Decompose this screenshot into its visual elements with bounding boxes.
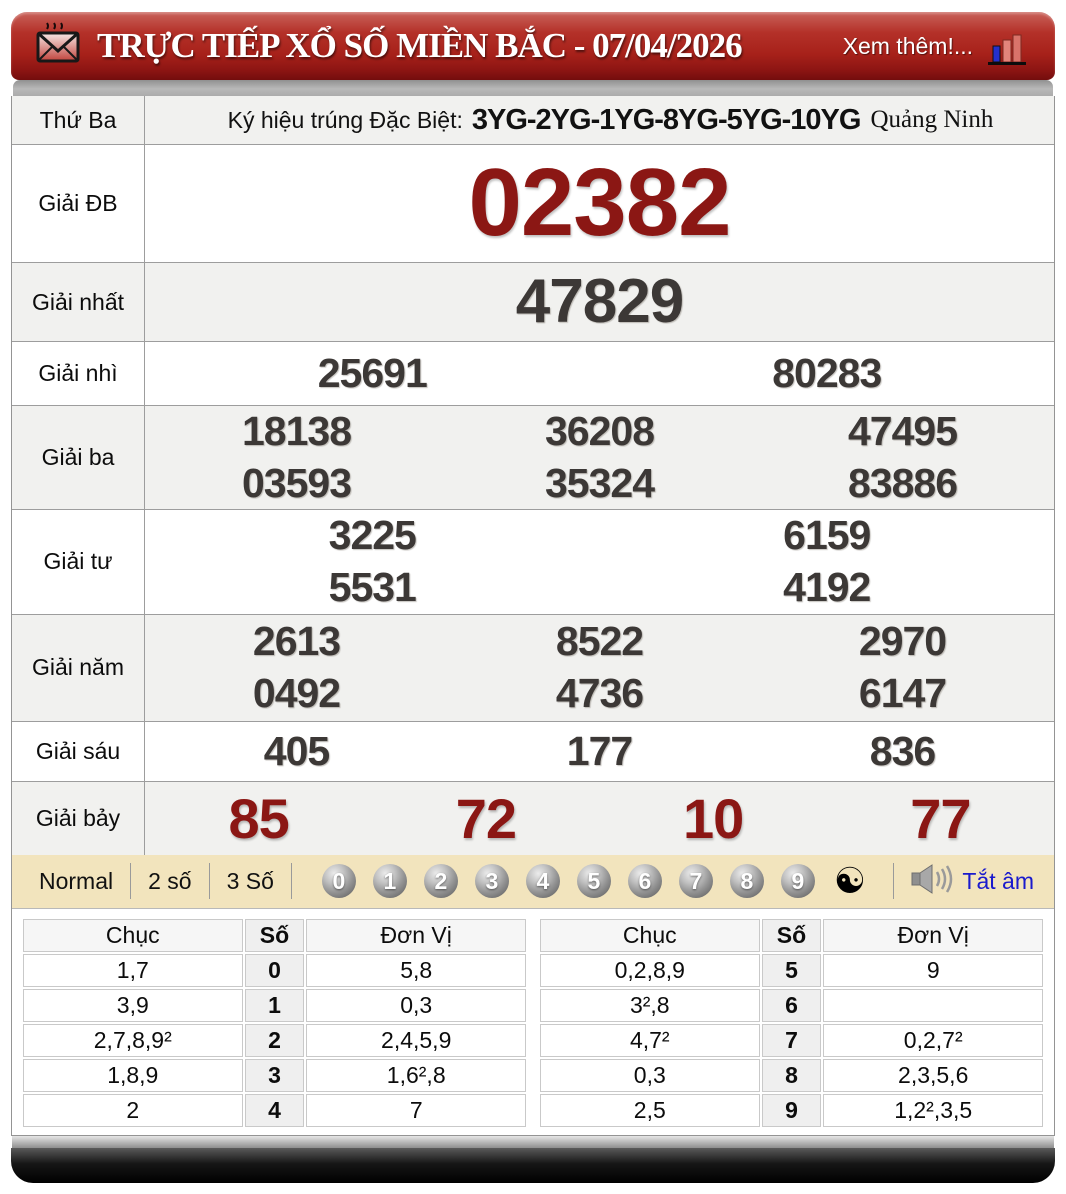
prize-number: 4736: [555, 669, 644, 716]
stat-cell-donvi: 5,8: [306, 954, 526, 987]
stat-cell-so: 3: [245, 1059, 305, 1092]
stat-cell-chuc: 2,5: [540, 1094, 760, 1127]
stats-row: [540, 954, 1043, 987]
prize-number-line: [145, 786, 1054, 851]
prize-number-line: [145, 458, 1054, 510]
prize-label-nhat: Giải nhất: [12, 263, 145, 341]
sign-row: [12, 96, 1054, 145]
stat-cell-so: 2: [245, 1024, 305, 1057]
stat-cell-so: 7: [762, 1024, 822, 1057]
number-ball-3[interactable]: 3: [475, 864, 509, 898]
province-name: Quảng Ninh: [870, 106, 994, 133]
prize-numbers-nam: [145, 615, 1054, 721]
footer-bar: [11, 1148, 1055, 1183]
prize-number: 25691: [317, 349, 427, 396]
prize-label-tu: Giải tư: [12, 510, 145, 613]
stat-cell-donvi: 7: [306, 1094, 526, 1127]
stats-row: [540, 989, 1043, 1022]
prize-numbers-db: [145, 145, 1054, 262]
prize-number: 2613: [252, 617, 341, 664]
prize-number: 47495: [847, 408, 957, 454]
prize-number-line: [145, 668, 1054, 720]
stat-header-chuc: Chục: [540, 919, 760, 952]
stats-header-row: [540, 919, 1043, 952]
prize-number: 177: [566, 727, 633, 774]
prize-number: 77: [910, 786, 971, 850]
prize-number: 18138: [241, 408, 351, 454]
stats-row: [23, 1024, 526, 1057]
stats-table-left: [21, 917, 528, 1129]
stats-section: [12, 909, 1054, 1135]
prize-label-bay: Giải bảy: [12, 782, 145, 855]
prize-number-line: [145, 728, 1054, 775]
stat-cell-so: 9: [762, 1094, 822, 1127]
number-ball-0[interactable]: 0: [322, 864, 356, 898]
stats-header-row: [23, 919, 526, 952]
prize-row-nam: [12, 615, 1054, 722]
prize-number: 405: [263, 727, 330, 774]
prize-label-ba: Giải ba: [12, 406, 145, 509]
prize-label-sau: Giải sáu: [12, 722, 145, 781]
prize-number: 36208: [544, 408, 654, 454]
prize-number-line: [145, 616, 1054, 668]
number-ball-5[interactable]: 5: [577, 864, 611, 898]
number-ball-2[interactable]: 2: [424, 864, 458, 898]
stat-cell-donvi: 2,3,5,6: [823, 1059, 1043, 1092]
number-ball-9[interactable]: 9: [781, 864, 815, 898]
stat-cell-donvi: 2,4,5,9: [306, 1024, 526, 1057]
prize-row-nhi: [12, 342, 1054, 406]
day-label: Thứ Ba: [12, 96, 145, 144]
prize-number-line: [145, 562, 1054, 614]
stat-cell-chuc: 2: [23, 1094, 243, 1127]
footer-shadow-strip: [12, 1136, 1054, 1148]
number-ball-4[interactable]: 4: [526, 864, 560, 898]
prize-row-bay: [12, 782, 1054, 855]
stat-header-donvi: Đơn Vị: [306, 919, 526, 952]
header-shadow-strip: [13, 80, 1053, 96]
prize-number: 2970: [858, 617, 947, 664]
prize-number: 03593: [241, 459, 351, 506]
prize-number: 10: [682, 786, 744, 850]
stats-row: [540, 1094, 1043, 1127]
mute-button[interactable]: Tắt âm: [962, 867, 1034, 894]
stat-cell-donvi: [823, 989, 1043, 1022]
prize-number: 0492: [252, 669, 341, 716]
prize-number-line: [145, 349, 1054, 398]
see-more-link[interactable]: Xem thêm!...: [842, 32, 973, 59]
prize-numbers-nhi: [145, 342, 1054, 405]
stat-cell-chuc: 1,7: [23, 954, 243, 987]
stat-cell-so: 5: [762, 954, 822, 987]
prize-number-line: [145, 267, 1054, 337]
page-title: TRỰC TIẾP XỔ SỐ MIỀN BẮC - 07/04/2026: [97, 26, 742, 65]
stat-cell-chuc: 0,3: [540, 1059, 760, 1092]
toolbar-divider: [893, 863, 894, 899]
prize-number: 83886: [847, 459, 957, 506]
prize-row-db: [12, 145, 1054, 263]
mode-button-normal[interactable]: Normal: [22, 863, 131, 899]
stats-row: [23, 1094, 526, 1127]
stats-row: [23, 989, 526, 1022]
stat-cell-donvi: 1,2²,3,5: [823, 1094, 1043, 1127]
mode-button-2-số[interactable]: 2 số: [131, 863, 209, 899]
header-bar: [11, 12, 1055, 80]
stat-cell-donvi: 1,6²,8: [306, 1059, 526, 1092]
number-balls: [322, 860, 868, 902]
prize-row-tu: [12, 510, 1054, 614]
prize-number: 6147: [858, 669, 947, 716]
prize-number-line: [145, 149, 1054, 257]
stat-cell-so: 4: [245, 1094, 305, 1127]
prize-number: 4192: [783, 563, 871, 610]
envelope-icon: [35, 21, 83, 72]
number-ball-8[interactable]: 8: [730, 864, 764, 898]
prize-row-sau: [12, 722, 1054, 782]
stat-cell-chuc: 0,2,8,9: [540, 954, 760, 987]
stat-cell-chuc: 2,7,8,9²: [23, 1024, 243, 1057]
prize-number-line: [145, 510, 1054, 562]
stat-header-so: Số: [762, 919, 822, 952]
number-ball-7[interactable]: 7: [679, 864, 713, 898]
stats-row: [540, 1024, 1043, 1057]
yinyang-icon[interactable]: ☯: [833, 860, 867, 902]
speaker-icon[interactable]: [910, 863, 954, 900]
prize-number: 02382: [468, 149, 731, 257]
prize-row-ba: [12, 406, 1054, 510]
prize-numbers-bay: [145, 782, 1054, 855]
sign-codes: 3YG-2YG-1YG-8YG-5YG-10YG: [471, 103, 861, 136]
prize-label-nam: Giải năm: [12, 615, 145, 721]
sign-content: [145, 96, 1054, 144]
stat-cell-so: 1: [245, 989, 305, 1022]
stat-cell-so: 6: [762, 989, 822, 1022]
prize-number-line: [145, 406, 1054, 458]
stat-cell-chuc: 1,8,9: [23, 1059, 243, 1092]
stat-cell-donvi: 0,3: [306, 989, 526, 1022]
prize-rows: [12, 145, 1054, 855]
prize-number: 836: [869, 727, 936, 774]
prize-label-nhi: Giải nhì: [12, 342, 145, 405]
stats-row: [23, 954, 526, 987]
stat-cell-chuc: 3,9: [23, 989, 243, 1022]
number-ball-1[interactable]: 1: [373, 864, 407, 898]
stat-cell-chuc: 3²,8: [540, 989, 760, 1022]
prize-number: 72: [455, 786, 517, 850]
mode-buttons: [22, 863, 292, 899]
stat-cell-chuc: 4,7²: [540, 1024, 760, 1057]
prize-number: 3225: [328, 512, 416, 559]
prize-number: 5531: [328, 563, 416, 610]
prize-number: 47829: [515, 267, 684, 337]
prize-row-nhat: [12, 263, 1054, 342]
prize-label-db: Giải ĐB: [12, 145, 145, 262]
prize-number: 80283: [772, 349, 882, 396]
stat-cell-so: 0: [245, 954, 305, 987]
stat-cell-donvi: 9: [823, 954, 1043, 987]
prize-number: 8522: [555, 617, 644, 664]
results-panel: [11, 96, 1055, 1136]
prize-numbers-ba: [145, 406, 1054, 509]
prize-number: 6159: [783, 512, 871, 559]
stat-header-donvi: Đơn Vị: [823, 919, 1043, 952]
prize-numbers-tu: [145, 510, 1054, 613]
toolbar: [12, 855, 1054, 909]
prize-numbers-nhat: [145, 263, 1054, 341]
sign-prefix: Ký hiệu trúng Đặc Biệt:: [227, 106, 463, 133]
prize-number: 35324: [544, 459, 654, 506]
stat-header-chuc: Chục: [23, 919, 243, 952]
stats-table-right: [538, 917, 1045, 1129]
mode-button-3-số[interactable]: 3 Số: [210, 863, 292, 899]
stats-row: [23, 1059, 526, 1092]
stats-row: [540, 1059, 1043, 1092]
bar-chart-icon[interactable]: [987, 34, 1027, 73]
stat-header-so: Số: [245, 919, 305, 952]
stat-cell-donvi: 0,2,7²: [823, 1024, 1043, 1057]
prize-numbers-sau: [145, 722, 1054, 781]
stat-cell-so: 8: [762, 1059, 822, 1092]
prize-number: 85: [228, 786, 289, 850]
number-ball-6[interactable]: 6: [628, 864, 662, 898]
